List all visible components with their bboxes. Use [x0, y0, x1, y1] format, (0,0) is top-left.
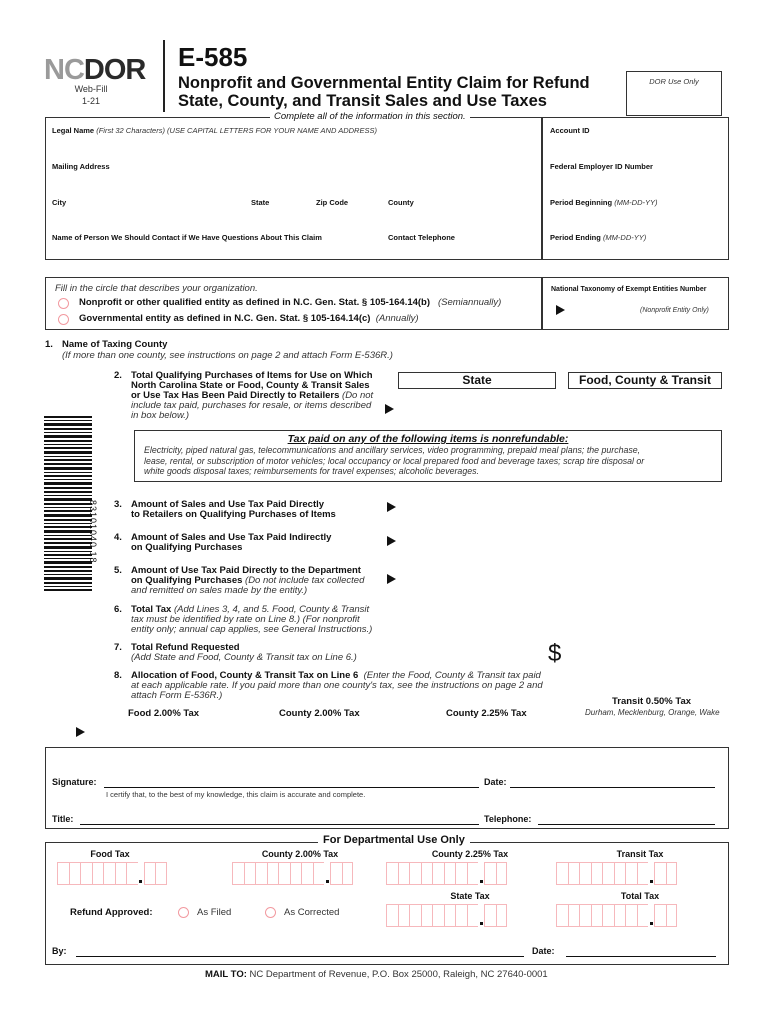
total-refund-field[interactable] [568, 643, 722, 665]
line-2-text-e: in box below.) [131, 410, 190, 421]
zip-label: Zip Code [316, 198, 349, 207]
transit-counties: Durham, Mecklenburg, Orange, Wake [585, 708, 720, 717]
county-label: County [388, 198, 414, 207]
line-2-text-b: North Carolina State or Food, County & Transit Sales [131, 380, 370, 391]
line-8-note-a: (Enter the Food, County & Transit tax paid [363, 670, 541, 681]
line-2-note-c: (Do not [342, 390, 374, 401]
info-section-divider [541, 117, 543, 260]
line-2-state-field[interactable] [398, 395, 556, 417]
fein-field[interactable] [550, 172, 722, 194]
county225-label: County 2.25% Tax [446, 708, 527, 719]
complete-note: Complete all of the information in this section. [270, 111, 470, 122]
edition-label: Web-Fill [74, 84, 108, 94]
mail-to-address: NC Department of Revenue, P.O. Box 25000, Raleigh, NC 27640-0001 [249, 969, 548, 980]
state-field[interactable] [251, 208, 311, 230]
ntee-label: National Taxonomy of Exempt Entities Number [551, 286, 707, 293]
line-6-title: Total Tax [131, 604, 172, 615]
line-3-state-field[interactable] [398, 498, 556, 520]
dept-use-heading: For Departmental Use Only [318, 834, 470, 846]
line-4-text-b: on Qualifying Purchases [131, 542, 243, 553]
line-3-text-b: to Retailers on Qualifying Purchases of Items [131, 509, 336, 520]
zip-field[interactable] [316, 208, 382, 230]
nonprofit-radio[interactable] [58, 298, 69, 309]
line-6 [114, 605, 394, 637]
contact-name-label: Name of Person We Should Contact if We Have Questions About This Claim [52, 233, 322, 242]
transit-rate-label: Transit 0.50% Tax [612, 696, 692, 707]
nonprofit-option-note: (Semiannually) [437, 297, 502, 308]
form-title-line2: State, County, and Transit Sales and Use Taxes [178, 92, 547, 110]
line-3-text-a: Amount of Sales and Use Tax Paid Directly [131, 499, 325, 510]
as-filed-label: As Filed [197, 907, 232, 918]
line-2-number: 2. [114, 370, 122, 381]
fein-label: Federal Employer ID Number [550, 162, 653, 171]
line-7-note: (Add State and Food, County & Transit tax on Line 6.) [131, 652, 357, 663]
taxing-county-field[interactable] [420, 340, 720, 362]
line-6-fct-field[interactable] [568, 607, 722, 629]
legal-name-label [52, 126, 377, 135]
dept-transit-label: Transit Tax [616, 849, 664, 859]
governmental-option-note: (Annually) [375, 313, 419, 324]
state-label: State [251, 198, 270, 207]
dept-food-tax-label: Food Tax [90, 849, 130, 859]
period-end-label [550, 233, 646, 242]
line-2-fct-field[interactable] [568, 395, 722, 417]
nonprofit-option-text: Nonprofit or other qualified entity as defined in N.C. Gen. Stat. § 105-164.14(b) [79, 297, 431, 308]
line-2-arrow-icon [385, 404, 394, 414]
form-title [178, 74, 590, 110]
account-id-field[interactable] [550, 136, 722, 158]
line-2 [114, 371, 394, 426]
dept-date-label: Date: [532, 946, 555, 956]
line-5-arrow-icon [387, 574, 396, 584]
period-begin-label [550, 198, 658, 207]
account-id-label: Account ID [550, 126, 590, 135]
legal-name-hint: (First 32 Characters) (USE CAPITAL LETTERS FOR YOUR NAME AND ADDRESS) [96, 126, 377, 135]
line-7-title: Total Refund Requested [131, 642, 240, 653]
city-label: City [52, 198, 67, 207]
header-divider [163, 40, 165, 112]
period-begin-hint: (MM-DD-YY) [614, 198, 658, 207]
city-field[interactable] [52, 208, 242, 230]
food-rate-label: Food 2.00% Tax [128, 708, 200, 719]
nonrefundable-title-text: Tax paid on any of the following items is nonrefundable [287, 433, 565, 445]
line-1 [45, 340, 445, 362]
contact-phone-label: Contact Telephone [388, 233, 455, 242]
dept-county200-label: County 2.00% Tax [261, 849, 339, 859]
food-tax-field[interactable] [90, 722, 240, 742]
state-column-header: State [398, 372, 556, 389]
signature-box [45, 747, 729, 829]
legal-name-field[interactable] [52, 136, 537, 158]
barcode-number: 83101040 18 [88, 500, 98, 564]
ntee-arrow-icon [556, 305, 565, 315]
line-2-text-d: include tax paid, purchases for resale, or items described [131, 400, 372, 411]
dor-use-only-box: DOR Use Only [626, 71, 722, 116]
line-8-arrow-icon [76, 727, 85, 737]
line-8-text-b: at each applicable rate. If you paid more than one county's tax, see the instructions on page 2 and [131, 680, 543, 691]
mailing-address-field[interactable] [52, 172, 537, 194]
governmental-option [79, 313, 419, 324]
line-5-text-b: on Qualifying Purchases [131, 575, 243, 586]
governmental-radio[interactable] [58, 314, 69, 325]
line-1-number: 1. [45, 339, 53, 350]
title-label: Title: [52, 814, 74, 824]
line-8 [114, 671, 574, 703]
period-end-label-text: Period Ending [550, 233, 601, 242]
line-7 [114, 643, 414, 665]
line-5 [114, 566, 394, 598]
line-6-state-field[interactable] [398, 607, 556, 629]
nonprofit-option [79, 297, 501, 308]
line-2-text-a: Total Qualifying Purchases of Items for Use on Which [131, 370, 373, 381]
period-end-field[interactable] [550, 243, 722, 259]
barcode [44, 416, 92, 612]
mail-to [205, 969, 548, 980]
dept-total-tax-boxes[interactable] [556, 904, 677, 927]
period-begin-field[interactable] [550, 208, 722, 230]
fct-column-header: Food, County & Transit [568, 372, 722, 389]
line-3 [114, 500, 394, 522]
signature-label: Signature: [52, 777, 97, 787]
dept-county200-boxes[interactable] [232, 862, 353, 885]
line-5-text-a: Amount of Use Tax Paid Directly to the Department [131, 565, 361, 576]
line-8-number: 8. [114, 670, 122, 681]
line-5-fct-field[interactable] [568, 568, 722, 590]
logo-dor: DOR [83, 54, 146, 86]
nonrefundable-list [135, 445, 721, 477]
line-4 [114, 533, 394, 555]
refund-approved-label: Refund Approved: [70, 907, 153, 918]
line-6-text-c: entity only; annual cap applies, see General Instructions.) [131, 624, 373, 635]
line-6-number: 6. [114, 604, 122, 615]
sig-date-line[interactable] [510, 787, 715, 788]
as-corrected-label: As Corrected [284, 907, 340, 918]
mail-to-label: MAIL TO: [205, 969, 247, 980]
contact-name-field[interactable] [52, 243, 382, 259]
line-4-state-field[interactable] [398, 531, 556, 553]
telephone-line[interactable] [538, 824, 715, 825]
nonrefundable-box [134, 430, 722, 482]
line-4-number: 4. [114, 532, 122, 543]
line-4-text-a: Amount of Sales and Use Tax Paid Indirectly [131, 532, 332, 543]
county-field[interactable] [388, 208, 536, 230]
county225-tax-field[interactable] [410, 722, 560, 742]
line-3-number: 3. [114, 499, 122, 510]
line-5-note-b: (Do not include tax collected [245, 575, 365, 586]
transit-tax-field[interactable] [570, 722, 720, 742]
legal-name-label-text: Legal Name [52, 126, 95, 135]
nonrefundable-title: Tax paid on any of the following items is nonrefundable: [287, 433, 569, 445]
contact-phone-field[interactable] [388, 243, 536, 259]
telephone-label: Telephone: [484, 814, 532, 824]
line-6-note-a: (Add Lines 3, 4, and 5. Food, County & Transit [173, 604, 370, 615]
dept-county225-label: County 2.25% Tax [431, 849, 509, 859]
line-4-fct-field[interactable] [568, 531, 722, 553]
line-7-number: 7. [114, 642, 122, 653]
line-6-text-b: tax must be identified by rate on Line 8.) (For nonprofit [131, 614, 360, 625]
certify-text: I certify that, to the best of my knowledge, this claim is accurate and complete. [106, 790, 366, 799]
governmental-option-text: Governmental entity as defined in N.C. Gen. Stat. § 105-164.14(c) [79, 313, 371, 324]
by-line[interactable] [76, 956, 524, 957]
by-label: By: [52, 946, 67, 956]
dept-state-tax-boxes[interactable] [386, 904, 507, 927]
dollar-sign: $ [548, 640, 562, 667]
nonrefundable-line-3: white goods disposal taxes; reimbursements for travel expenses; alcoholic beverages. [144, 466, 479, 476]
logo-nc: NC [44, 54, 84, 86]
as-corrected-radio[interactable] [265, 907, 276, 918]
line-1-note: (If more than one county, see instructions on page 2 and attach Form E-536R.) [62, 350, 393, 361]
line-5-state-field[interactable] [398, 568, 556, 590]
form-number: E-585 [178, 42, 248, 72]
period-end-hint: (MM-DD-YY) [602, 233, 647, 242]
dept-food-tax-boxes[interactable] [57, 862, 167, 885]
version-label: 1-21 [81, 96, 100, 106]
dept-total-tax-label: Total Tax [620, 891, 660, 901]
line-3-fct-field[interactable] [568, 498, 722, 520]
mailing-address-label: Mailing Address [52, 162, 110, 171]
line-1-title: Name of Taxing County [62, 339, 168, 350]
nonrefundable-line-1: Electricity, piped natural gas, telecommunications and ancillary services, video programming, prepaid meal plans; the purchase, [144, 445, 641, 455]
sig-date-label: Date: [484, 777, 507, 787]
dept-state-tax-label: State Tax [450, 891, 490, 901]
dept-date-line[interactable] [566, 956, 716, 957]
period-begin-label-text: Period Beginning [550, 198, 613, 207]
dept-county225-boxes[interactable] [386, 862, 507, 885]
form-title-line1: Nonprofit and Governmental Entity Claim for Refund [178, 74, 590, 92]
line-8-title: Allocation of Food, County & Transit Tax on Line 6 [131, 670, 359, 681]
title-line[interactable] [80, 824, 479, 825]
county200-tax-field[interactable] [250, 722, 400, 742]
line-5-number: 5. [114, 565, 122, 576]
ntee-note: (Nonprofit Entity Only) [640, 307, 709, 314]
org-section-divider [541, 277, 543, 330]
org-instruction: Fill in the circle that describes your organization. [55, 283, 258, 294]
line-4-arrow-icon [387, 536, 396, 546]
line-3-arrow-icon [387, 502, 396, 512]
nonrefundable-line-2: lease, rental, or subscription of motor vehicles; local occupancy or local prepared food and beverage taxes; scrap tire disposal or [144, 455, 645, 466]
as-filed-radio[interactable] [178, 907, 189, 918]
line-8-text-c: attach Form E-536R.) [131, 690, 223, 701]
line-2-text-c: or Use Tax Has Been Paid Directly to Retailers [131, 390, 340, 401]
dept-transit-boxes[interactable] [556, 862, 677, 885]
county200-label: County 2.00% Tax [279, 708, 360, 719]
ncdor-logo [44, 54, 145, 87]
line-5-text-c: and remitted on sales made by the entity.) [131, 585, 308, 596]
signature-line[interactable] [104, 787, 479, 788]
